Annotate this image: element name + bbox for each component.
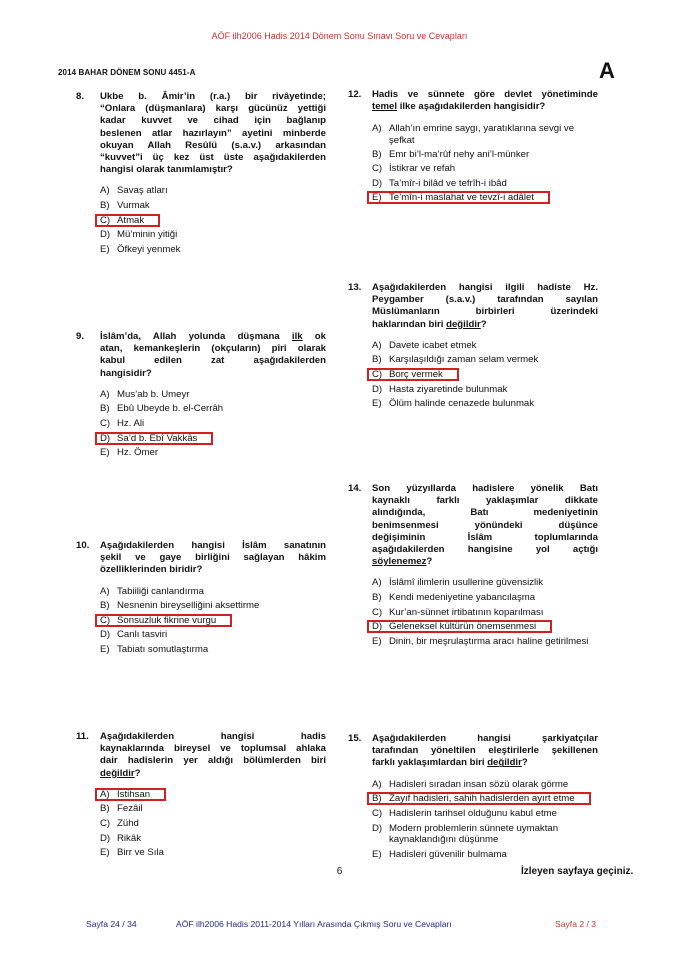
option-text: Allah’ın emrine saygı, yaratıklarına sevgi ve şefkat [389,122,575,146]
question-15 [348,733,598,862]
stem-line [100,115,326,127]
answer-options [372,339,598,412]
option-text: Öfkeyi yenmek [117,243,181,255]
stem-text: benimsenmesi yönündeki düşünce [372,519,598,531]
option-text: Sonsuzluk fikrine vurgu [117,614,217,626]
stem-text: dair hadislerin yer aldığı bölümlerden biri [100,755,326,767]
stem-text: ? [426,556,433,568]
stem-line [372,319,598,331]
answer-option[interactable] [372,807,598,822]
option-text: Emr bi’l-ma’rûf nehy ani’l-münker [389,148,530,160]
answer-options [372,121,598,206]
question-number: 11. [76,731,89,742]
question-number: 8. [76,91,85,102]
option-letter: A) [100,388,110,400]
answer-option-correct[interactable] [100,614,326,629]
option-letter: C) [100,418,111,429]
question-13 [348,282,598,412]
option-text: Nesnenin bireyselliğini aksettirme [117,600,260,612]
option-letter: D) [372,822,383,834]
answer-option[interactable] [372,121,598,147]
answer-option[interactable] [372,177,598,192]
stem-line [100,743,326,755]
option-text: Hz. Ömer [117,447,159,459]
answer-option[interactable] [100,388,326,403]
stem-line [100,140,326,152]
stem-line [372,544,598,556]
footer-page-count: Sayfa 24 / 34 [86,919,137,929]
answer-option[interactable] [100,832,326,847]
stem-line [100,564,326,576]
emphasis-word: ilk [291,331,303,342]
stem-text: Aşağıdakilerden hangisi İslâm sanatının [100,540,326,551]
answer-option-correct[interactable] [100,432,326,447]
stem-text: ? [521,757,528,769]
question-number: 14. [348,483,362,494]
option-text: Davete icabet etmek [389,339,477,351]
option-letter: A) [100,788,110,800]
stem-text: Peygamber (s.a.v.) tarafından sayılan [372,294,598,306]
option-text: Kur’an-sünnet irtibatının koparılması [389,606,544,618]
question-12 [348,89,598,206]
option-letter: B) [372,354,382,366]
stem-line [372,520,598,532]
option-text: Ta’mîr-i bilâd ve tefrîh-i ibâd [389,177,507,189]
correct-answer-highlight [95,214,160,227]
stem-line [100,103,326,115]
option-letter: B) [372,148,382,160]
answer-option-correct[interactable] [100,788,326,803]
stem-text: tarafından yöneltilen eleştirilerle şekillenen [372,745,598,757]
stem-text: kaynaklı farklı yaklaşımlar dikkate [372,495,598,507]
answer-option[interactable] [100,402,326,417]
question-stem [76,331,326,380]
stem-text: hangisidir? [100,367,152,379]
option-text: Atmak [117,214,145,226]
option-text: Fezâil [117,803,143,815]
answer-option[interactable] [100,599,326,614]
stem-line [100,731,326,743]
stem-text: “Onlara (düşmanlara) karşı gücünüz yettiği [100,103,326,115]
option-letter: D) [100,432,111,444]
stem-line [372,757,598,769]
stem-text: aşağıdakilerden hangisine yol açtığı [372,544,598,556]
answer-option[interactable] [372,148,598,163]
option-letter: C) [100,818,111,829]
option-text: Vurmak [117,200,150,212]
answer-options [100,184,326,257]
option-text: Hadisleri sıradan insan sözü olarak görme [389,778,569,790]
question-number: 10. [76,540,90,551]
option-letter: C) [372,369,383,380]
answer-option[interactable] [372,635,598,650]
option-text: Geleneksel kültürün önemsenmesi [389,621,537,633]
stem-line [100,368,326,380]
question-11 [76,731,326,861]
exam-code: 2014 BAHAR DÖNEM SONU 4451-A [58,68,196,77]
option-text: Hz. Ali [117,418,145,429]
option-letter: E) [372,398,382,410]
emphasis-word: değildir [446,318,481,330]
stem-line [100,355,326,367]
option-text: Mus’ab b. Umeyr [117,388,190,400]
question-8 [76,91,326,257]
answer-options [372,576,598,649]
emphasis-word: söylenemez [372,556,427,568]
correct-answer-highlight [95,614,232,627]
correct-answer-highlight [367,368,459,381]
question-number: 9. [76,331,85,342]
question-stem [76,91,326,176]
question-number: 12. [348,89,362,100]
stem-text: ok [302,331,326,342]
option-text: Mü’minin yitiği [117,229,178,241]
correct-answer-highlight [95,788,166,801]
stem-text: özelliklerinden biridir? [100,564,203,576]
answer-options [100,388,326,461]
stem-line [372,89,598,101]
stem-line [372,495,598,507]
stem-text: Aşağıdakilerden hangisi ilgili hadiste Hz. [372,282,598,293]
answer-option[interactable] [100,585,326,600]
stem-text: değişiminin İslâm toplumlarında [372,531,598,543]
option-letter: A) [372,778,382,790]
stem-text: ilke aşağıdakilerden hangisidir? [397,101,546,113]
option-letter: C) [372,807,383,819]
question-stem [348,733,598,770]
stem-text: ? [134,767,141,779]
document-title: AÖF ilh2006 Hadis 2014 Dönem Sonu Sınavı Soru ve Cevapları [211,31,468,41]
option-text: Hadislerin tarihsel olduğunu kabul etme [389,807,557,819]
option-letter: E) [100,643,110,655]
question-stem [76,540,326,577]
stem-line [100,91,326,103]
stem-line [100,755,326,767]
option-text: Ölüm halinde cenazede bulunmak [389,398,535,410]
option-letter: C) [372,163,383,175]
stem-text: Hadis ve sünnete göre devlet yönetiminde [372,89,598,100]
question-stem [76,731,326,780]
option-text: Savaş atları [117,185,168,197]
stem-line [372,532,598,544]
option-letter: E) [372,192,382,204]
stem-text: Aşağıdakilerden hangisi şarkiyatçılar [372,733,598,744]
correct-answer-highlight [367,792,591,805]
stem-line [100,331,326,343]
footer-title: AÖF ilh2006 Hadis 2011-2014 Yılları Arasında Çıkmış Soru ve Cevapları [176,919,452,929]
option-text: Zühd [117,818,139,829]
stem-text: hangisi olarak tanımlamıştır? [100,164,233,176]
footer-section-page: Sayfa 2 / 3 [555,919,597,929]
stem-line [100,164,326,176]
stem-text: Aşağıdakilerden hangisi hadis [100,731,326,742]
answer-option[interactable] [372,576,598,591]
option-letter: B) [100,600,110,612]
answer-option[interactable] [100,243,326,258]
stem-text: kaynaklarında bireysel ve toplumsal ahlaka [100,743,326,755]
answer-option[interactable] [372,606,598,621]
option-text: İslâmî ilimlerin usullerine güvensizlik [389,577,544,589]
option-letter: A) [372,339,382,351]
stem-line [372,483,598,495]
stem-text: İslâm’da, Allah yolunda düşmana [100,331,292,342]
option-text: Tabiatı somutlaştırma [117,643,209,655]
answer-option[interactable] [372,383,598,398]
option-letter: B) [372,592,382,604]
correct-answer-highlight [95,432,213,445]
stem-line [372,507,598,519]
stem-line [372,745,598,757]
answer-option[interactable] [100,846,326,861]
question-9 [76,331,326,461]
option-letter: B) [100,803,110,815]
option-letter: D) [372,621,383,633]
option-letter: E) [372,848,382,860]
answer-option[interactable] [100,199,326,214]
stem-line [100,540,326,552]
option-text: Hasta ziyaretinde bulunmak [389,383,508,395]
option-letter: A) [100,585,110,597]
stem-text: kabul edilen zat aşağıdakilerden [100,355,326,367]
stem-line [372,282,598,294]
stem-line [100,152,326,164]
answer-option-correct[interactable] [100,214,326,229]
option-text: Kendi medeniyetine yabancılaşma [389,592,536,604]
stem-line [372,733,598,745]
emphasis-word: değildir [100,767,135,779]
option-text: Zayıf hadisleri, sahih hadislerden ayırt etme [389,793,575,805]
option-text: Rikâk [117,832,141,844]
option-text: İstikrar ve refah [389,163,456,175]
answer-options [100,788,326,861]
stem-line [372,306,598,318]
option-text: İstihsan [117,788,151,800]
stem-text: şekil ve gaye birliğini sağlayan hâkim [100,552,326,564]
correct-answer-highlight [367,191,550,204]
answer-options [372,778,598,863]
option-text: Te’mîn-i maslahat ve tevzî-i adâlet [389,192,535,204]
option-letter: D) [372,383,383,395]
answer-option[interactable] [100,628,326,643]
stem-line [372,101,598,113]
stem-text: Son yüzyıllarda hadislere yönelik Batı [372,483,598,494]
stem-line [100,552,326,564]
option-text: Canlı tasviri [117,629,168,641]
answer-option[interactable] [372,848,598,863]
stem-text: okuyan Allah Resûlü (s.a.v.) arkasından [100,139,326,151]
option-letter: B) [100,200,110,212]
option-text: Borç vermek [389,369,443,380]
stem-text: beslenen atlar hazırlayın” ayetini minberde [100,127,326,139]
answer-option[interactable] [372,778,598,793]
option-letter: A) [100,185,110,197]
question-10 [76,540,326,658]
correct-answer-highlight [367,620,552,633]
option-text: Tabiiliği canlandırma [117,585,204,597]
option-letter: D) [372,177,383,189]
answer-option-correct[interactable] [372,620,598,635]
question-stem [348,282,598,331]
stem-text: atan, kemankeşlerin (okçuların) pîri olarak [100,343,326,355]
answer-option[interactable] [372,397,598,412]
stem-line [372,294,598,306]
answer-option[interactable] [100,184,326,199]
answer-option[interactable] [372,339,598,354]
answer-option[interactable] [100,228,326,243]
option-letter: C) [100,614,111,626]
option-letter: E) [100,243,110,255]
stem-line [100,343,326,355]
option-letter: C) [372,606,383,618]
answer-options [100,585,326,658]
answer-option[interactable] [100,802,326,817]
answer-option[interactable] [100,817,326,832]
option-text: Karşılaşıldığı zaman selam vermek [389,354,539,366]
stem-text: Ukbe b. Âmir’in (r.a.) bir rivâyetinde; [100,91,326,102]
question-number: 15. [348,733,362,744]
question-stem [348,483,598,568]
option-letter: D) [100,832,111,844]
emphasis-word: değildir [487,757,522,769]
option-letter: E) [100,847,110,859]
booklet-letter: A [599,58,615,83]
emphasis-word: temel [372,101,398,113]
option-letter: A) [372,122,382,134]
answer-option[interactable] [372,162,598,177]
answer-option[interactable] [100,417,326,432]
option-letter: D) [100,629,111,641]
option-text: Modern problemlerin sünnete uymaktan kaynaklandığını düşünme [389,822,559,846]
answer-option-correct[interactable] [372,191,598,206]
stem-text: farklı yaklaşımlardan biri [372,757,488,769]
question-number: 13. [348,282,362,293]
answer-option[interactable] [372,591,598,606]
option-text: Birr ve Sıla [117,847,164,859]
stem-text: Müslümanların birbirleri üzerindeki [372,306,598,318]
answer-option-correct[interactable] [372,792,598,807]
answer-option[interactable] [100,643,326,658]
stem-text: “kuvvet”i üç kez üst üste aşağıdakilerden [100,152,326,164]
next-page-note: İzleyen sayfaya geçiniz. [521,866,634,877]
stem-text: kadar kuvvet ve cihad için bağlanıp [100,115,326,127]
stem-line [100,768,326,780]
stem-text: alındığında, Batı medeniyetinin [372,507,598,519]
option-letter: B) [372,793,382,805]
answer-option[interactable] [372,353,598,368]
option-letter: E) [372,636,382,648]
stem-text: ? [480,318,487,330]
option-text: Hadisleri güvenilir bulmama [389,848,507,860]
option-letter: E) [100,447,110,459]
answer-option[interactable] [372,821,598,847]
question-14 [348,483,598,649]
answer-option[interactable] [100,446,326,461]
stem-line [372,556,598,568]
option-letter: A) [372,577,382,589]
page-number: 6 [336,866,343,877]
stem-text: haklarından biri [372,318,447,330]
answer-option-correct[interactable] [372,368,598,383]
option-text: Ebû Ubeyde b. el-Cerrâh [117,403,224,415]
question-stem [348,89,598,113]
option-letter: D) [100,229,111,241]
option-letter: C) [100,214,111,226]
stem-line [100,128,326,140]
option-text: Dinin, bir meşrulaştırma aracı haline getirilmesi [389,636,589,648]
option-letter: B) [100,403,110,415]
option-text: Sa’d b. Ebî Vakkâs [117,432,198,444]
